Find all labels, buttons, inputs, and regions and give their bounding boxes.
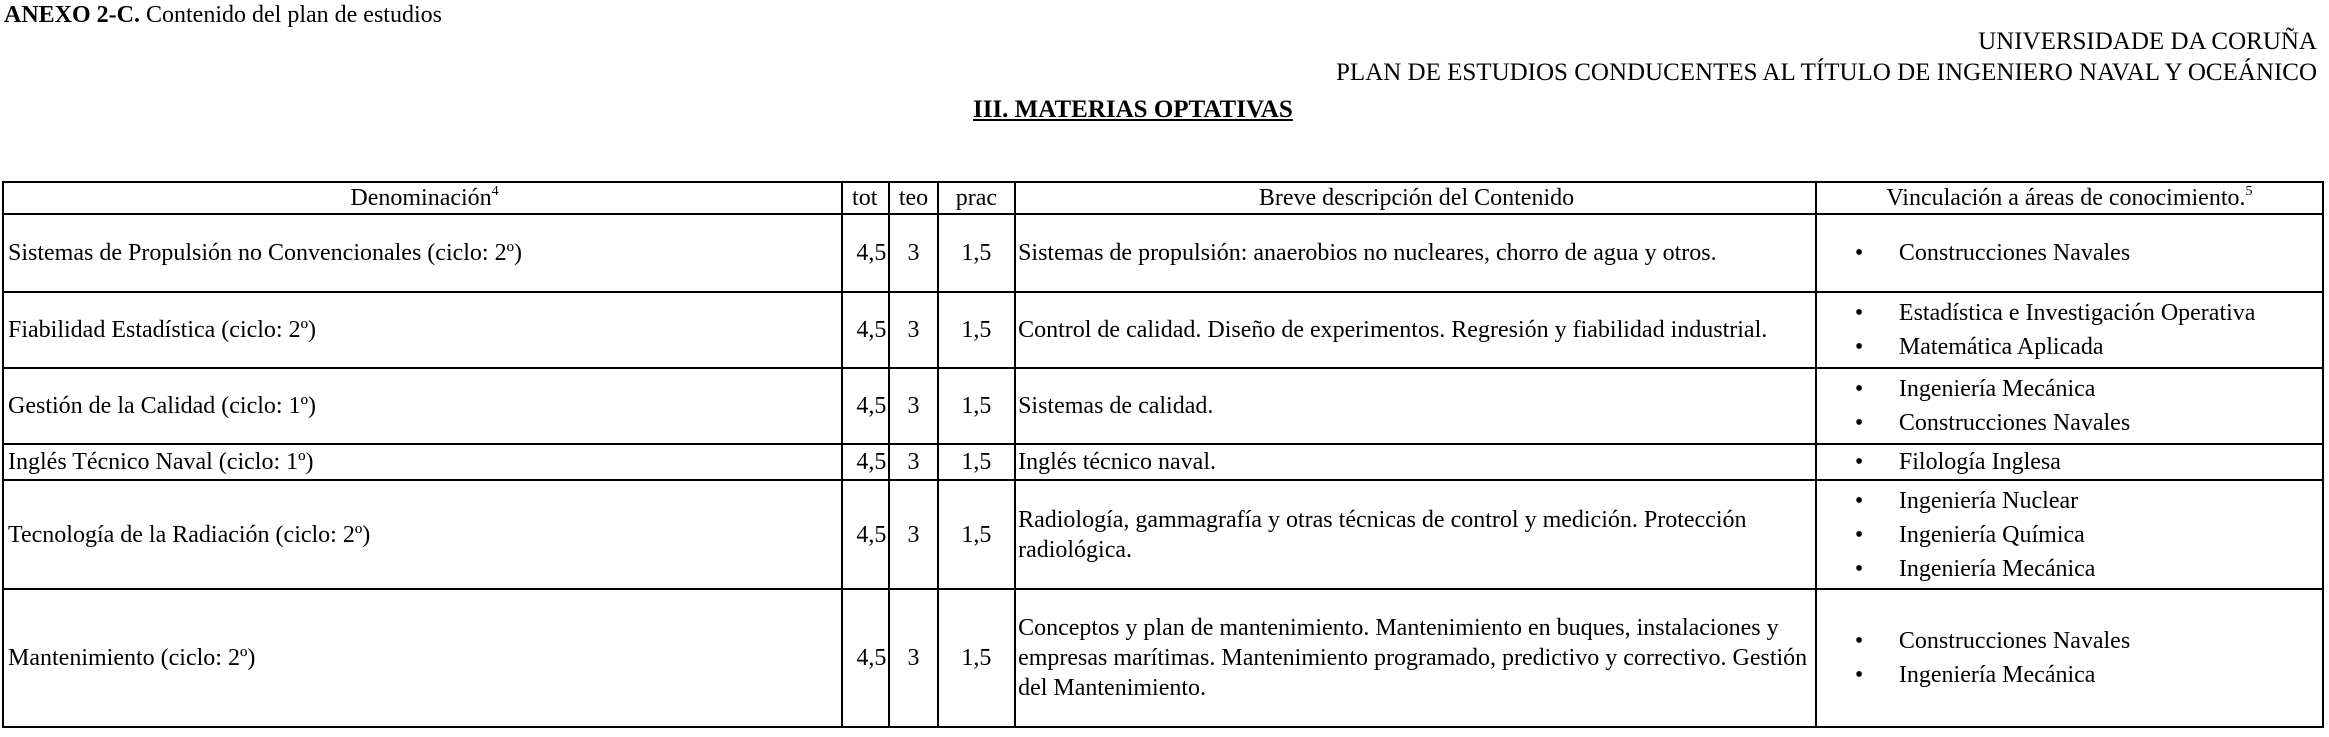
course-name: Inglés Técnico Naval (ciclo: 1º) <box>3 444 842 480</box>
list-item <box>1855 552 2322 586</box>
list-item <box>1855 518 2322 552</box>
areas-list <box>1817 624 2322 692</box>
bullet-icon: • <box>1854 487 1864 514</box>
bullet-icon: • <box>1854 300 1864 326</box>
list-item <box>1855 484 2322 518</box>
areas-list <box>1817 484 2322 586</box>
list-item <box>1855 445 2322 479</box>
table-row <box>3 480 2323 589</box>
list-item <box>1855 372 2322 406</box>
course-name: Tecnología de la Radiación (ciclo: 2º) <box>3 480 842 589</box>
credits-practice: 1,5 <box>938 444 1015 480</box>
area-label: Matemática Aplicada <box>1898 334 2104 360</box>
knowledge-areas <box>1816 214 2323 292</box>
knowledge-areas <box>1816 368 2323 444</box>
areas-list <box>1817 236 2322 270</box>
area-label: Ingeniería Química <box>1898 521 2085 548</box>
knowledge-areas <box>1816 480 2323 589</box>
course-description: Inglés técnico naval. <box>1015 444 1816 480</box>
header-teo: teo <box>889 182 937 214</box>
credits-total: 4,5 <box>842 444 889 480</box>
credits-theory: 3 <box>889 292 937 368</box>
area-label: Estadística e Investigación Operativa <box>1898 300 2256 326</box>
annex-text: Contenido del plan de estudios <box>140 2 442 28</box>
list-item <box>1855 624 2322 658</box>
credits-theory: 3 <box>889 589 937 727</box>
course-description: Radiología, gammagrafía y otras técnicas de control y medición. Protección radiológica. <box>1015 480 1816 589</box>
bullet-icon: • <box>1854 555 1864 582</box>
footnote-4: 4 <box>491 184 499 199</box>
footnote-5: 5 <box>2245 184 2253 199</box>
credits-theory: 3 <box>889 444 937 480</box>
credits-total: 4,5 <box>842 368 889 444</box>
annex-label: ANEXO 2-C. <box>4 2 140 28</box>
plan-title: PLAN DE ESTUDIOS CONDUCENTES AL TÍTULO DE INGENIERO NAVAL Y OCEÁNICO <box>1336 59 2317 86</box>
section-title: III. MATERIAS OPTATIVAS <box>973 96 1293 123</box>
area-label: Ingeniería Mecánica <box>1898 376 2096 402</box>
list-item <box>1855 296 2322 330</box>
course-name: Fiabilidad Estadística (ciclo: 2º) <box>3 292 842 368</box>
bullet-icon: • <box>1854 449 1864 475</box>
bullet-icon: • <box>1854 521 1864 548</box>
credits-total: 4,5 <box>842 292 889 368</box>
areas-list <box>1817 445 2322 479</box>
courses-table <box>2 181 2324 728</box>
bullet-icon: • <box>1854 334 1864 360</box>
annex-heading <box>4 1 442 29</box>
knowledge-areas <box>1816 444 2323 480</box>
course-name: Gestión de la Calidad (ciclo: 1º) <box>3 368 842 444</box>
course-description: Control de calidad. Diseño de experimentos. Regresión y fiabilidad industrial. <box>1015 292 1816 368</box>
course-name: Sistemas de Propulsión no Convencionales (ciclo: 2º) <box>3 214 842 292</box>
credits-practice: 1,5 <box>938 368 1015 444</box>
credits-practice: 1,5 <box>938 589 1015 727</box>
header-areas: Vinculación a áreas de conocimiento.$^5$ <box>1816 182 2323 214</box>
credits-total: 4,5 <box>842 214 889 292</box>
area-label: Ingeniería Mecánica <box>1898 555 2096 582</box>
header-description: Breve descripción del Contenido <box>1015 182 1816 214</box>
bullet-icon: • <box>1854 410 1864 436</box>
credits-total: 4,5 <box>842 589 889 727</box>
table-row <box>3 214 2323 292</box>
university-name: UNIVERSIDADE DA CORUÑA <box>1978 28 2317 55</box>
credits-practice: 1,5 <box>938 480 1015 589</box>
credits-practice: 1,5 <box>938 214 1015 292</box>
areas-list <box>1817 372 2322 440</box>
course-name: Mantenimiento (ciclo: 2º) <box>3 589 842 727</box>
credits-theory: 3 <box>889 368 937 444</box>
bullet-icon: • <box>1854 240 1864 266</box>
list-item <box>1855 330 2322 364</box>
area-label: Ingeniería Nuclear <box>1898 487 2079 514</box>
knowledge-areas <box>1816 292 2323 368</box>
header-prac: prac <box>938 182 1015 214</box>
area-label: Filología Inglesa <box>1898 449 2061 475</box>
list-item <box>1855 658 2322 692</box>
course-description: Sistemas de calidad. <box>1015 368 1816 444</box>
credits-theory: 3 <box>889 480 937 589</box>
course-description: Conceptos y plan de mantenimiento. Mantenimiento en buques, instalaciones y empresas marítimas. Mantenimiento programado, predictivo y correctivo. Gestión del Mantenimiento. <box>1015 589 1816 727</box>
table-row <box>3 368 2323 444</box>
area-label: Construcciones Navales <box>1898 410 2131 436</box>
table-row <box>3 589 2323 727</box>
list-item <box>1855 236 2322 270</box>
table-row <box>3 292 2323 368</box>
header-name: Denominación$^4$ <box>3 182 842 214</box>
course-description: Sistemas de propulsión: anaerobios no nucleares, chorro de agua y otros. <box>1015 214 1816 292</box>
bullet-icon: • <box>1854 662 1864 688</box>
credits-total: 4,5 <box>842 480 889 589</box>
area-label: Construcciones Navales <box>1898 240 2131 266</box>
header-tot: tot <box>842 182 889 214</box>
bullet-icon: • <box>1854 376 1864 402</box>
area-label: Construcciones Navales <box>1898 628 2131 654</box>
table-row <box>3 444 2323 480</box>
credits-practice: 1,5 <box>938 292 1015 368</box>
areas-list <box>1817 296 2322 364</box>
list-item <box>1855 406 2322 440</box>
knowledge-areas <box>1816 589 2323 727</box>
bullet-icon: • <box>1854 628 1864 654</box>
table-header-row <box>3 182 2323 214</box>
credits-theory: 3 <box>889 214 937 292</box>
area-label: Ingeniería Mecánica <box>1898 662 2096 688</box>
